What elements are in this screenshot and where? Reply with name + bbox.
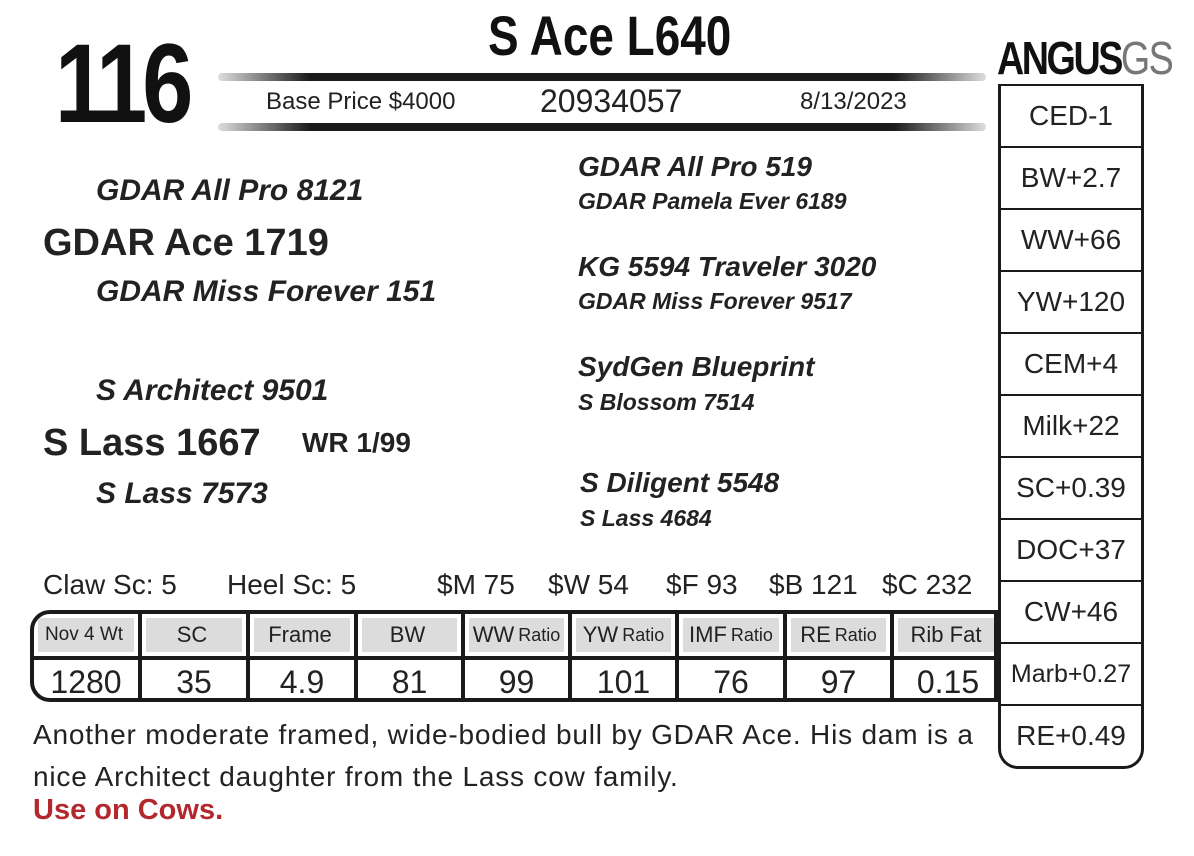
table-column bbox=[679, 614, 787, 698]
table-header: Frame bbox=[254, 618, 350, 652]
sire-sire-dam: GDAR Pamela Ever 6189 bbox=[578, 188, 847, 214]
index-b: $B 121 bbox=[769, 569, 858, 600]
angus-gs-logo bbox=[997, 32, 1173, 84]
table-column bbox=[34, 614, 142, 698]
heel-score: Heel Sc: 5 bbox=[227, 569, 357, 600]
table-column bbox=[142, 614, 250, 698]
table-header: Rib Fat bbox=[898, 618, 998, 652]
sire: GDAR Ace 1719 bbox=[43, 222, 329, 264]
sire-sire-sire: GDAR All Pro 519 bbox=[578, 151, 812, 182]
table-header: YW Ratio bbox=[576, 618, 671, 652]
dam-sire: S Architect 9501 bbox=[96, 374, 329, 407]
table-header: RE Ratio bbox=[791, 618, 886, 652]
dam-sire-dam: S Blossom 7514 bbox=[578, 389, 755, 415]
epd-re: RE+0.49 bbox=[998, 704, 1144, 769]
table-value: 99 bbox=[465, 656, 568, 702]
base-price: Base Price $4000 bbox=[266, 88, 456, 115]
table-column bbox=[358, 614, 465, 698]
index-m: $M 75 bbox=[437, 569, 515, 600]
table-value: 35 bbox=[142, 656, 246, 702]
table-value: 101 bbox=[572, 656, 675, 702]
epd-marb: Marb+0.27 bbox=[998, 642, 1144, 706]
header-rule-bottom bbox=[218, 123, 986, 131]
dam-sire-sire: SydGen Blueprint bbox=[578, 351, 815, 382]
dam: S Lass 1667 bbox=[43, 422, 261, 464]
sire-sire: GDAR All Pro 8121 bbox=[96, 174, 364, 207]
lot-comment: Another moderate framed, wide-bodied bull by GDAR Ace. His dam is a nice Architect daughter from the Lass cow family. bbox=[33, 719, 974, 792]
table-column bbox=[894, 614, 998, 698]
table-value: 97 bbox=[787, 656, 890, 702]
use-recommendation: Use on Cows. bbox=[33, 794, 224, 826]
performance-table bbox=[30, 610, 998, 702]
epd-milk: Milk+22 bbox=[998, 394, 1144, 458]
epd-ww: WW+66 bbox=[998, 208, 1144, 272]
table-header: IMF Ratio bbox=[683, 618, 779, 652]
epd-cem: CEM+4 bbox=[998, 332, 1144, 396]
birth-date: 8/13/2023 bbox=[800, 88, 907, 115]
table-value: 4.9 bbox=[250, 656, 354, 702]
table-header: Nov 4 Wt bbox=[38, 618, 134, 652]
table-column bbox=[465, 614, 572, 698]
table-value: 81 bbox=[358, 656, 461, 702]
table-column bbox=[572, 614, 679, 698]
epd-column bbox=[998, 84, 1146, 774]
dam-dam-dam: S Lass 4684 bbox=[580, 505, 712, 531]
epd-cw: CW+46 bbox=[998, 580, 1144, 644]
epd-doc: DOC+37 bbox=[998, 518, 1144, 582]
registration-number: 20934057 bbox=[540, 83, 683, 119]
logo-brand: ANGUS bbox=[997, 32, 1121, 84]
table-value: 1280 bbox=[34, 656, 138, 702]
index-w: $W 54 bbox=[548, 569, 629, 600]
animal-name: S Ace L640 bbox=[488, 4, 732, 67]
dam-weaning-ratio: WR 1/99 bbox=[302, 427, 411, 458]
sire-dam: GDAR Miss Forever 151 bbox=[96, 275, 437, 308]
sire-dam-dam: GDAR Miss Forever 9517 bbox=[578, 288, 852, 314]
table-value: 0.15 bbox=[894, 656, 998, 702]
logo-suffix: GS bbox=[1120, 32, 1173, 84]
lot-number: 116 bbox=[55, 21, 189, 146]
sire-dam-sire: KG 5594 Traveler 3020 bbox=[578, 251, 877, 282]
epd-bw: BW+2.7 bbox=[998, 146, 1144, 210]
epd-sc: SC+0.39 bbox=[998, 456, 1144, 520]
header-rule-top bbox=[218, 73, 986, 81]
table-header: WW Ratio bbox=[469, 618, 564, 652]
table-column bbox=[787, 614, 894, 698]
index-f: $F 93 bbox=[666, 569, 738, 600]
dam-dam: S Lass 7573 bbox=[96, 477, 268, 510]
epd-ced: CED-1 bbox=[998, 84, 1144, 148]
table-header: BW bbox=[362, 618, 457, 652]
table-header: SC bbox=[146, 618, 242, 652]
table-value: 76 bbox=[679, 656, 783, 702]
epd-yw: YW+120 bbox=[998, 270, 1144, 334]
index-c: $C 232 bbox=[882, 569, 973, 600]
claw-score: Claw Sc: 5 bbox=[43, 569, 177, 600]
table-column bbox=[250, 614, 358, 698]
dam-dam-sire: S Diligent 5548 bbox=[580, 467, 780, 498]
